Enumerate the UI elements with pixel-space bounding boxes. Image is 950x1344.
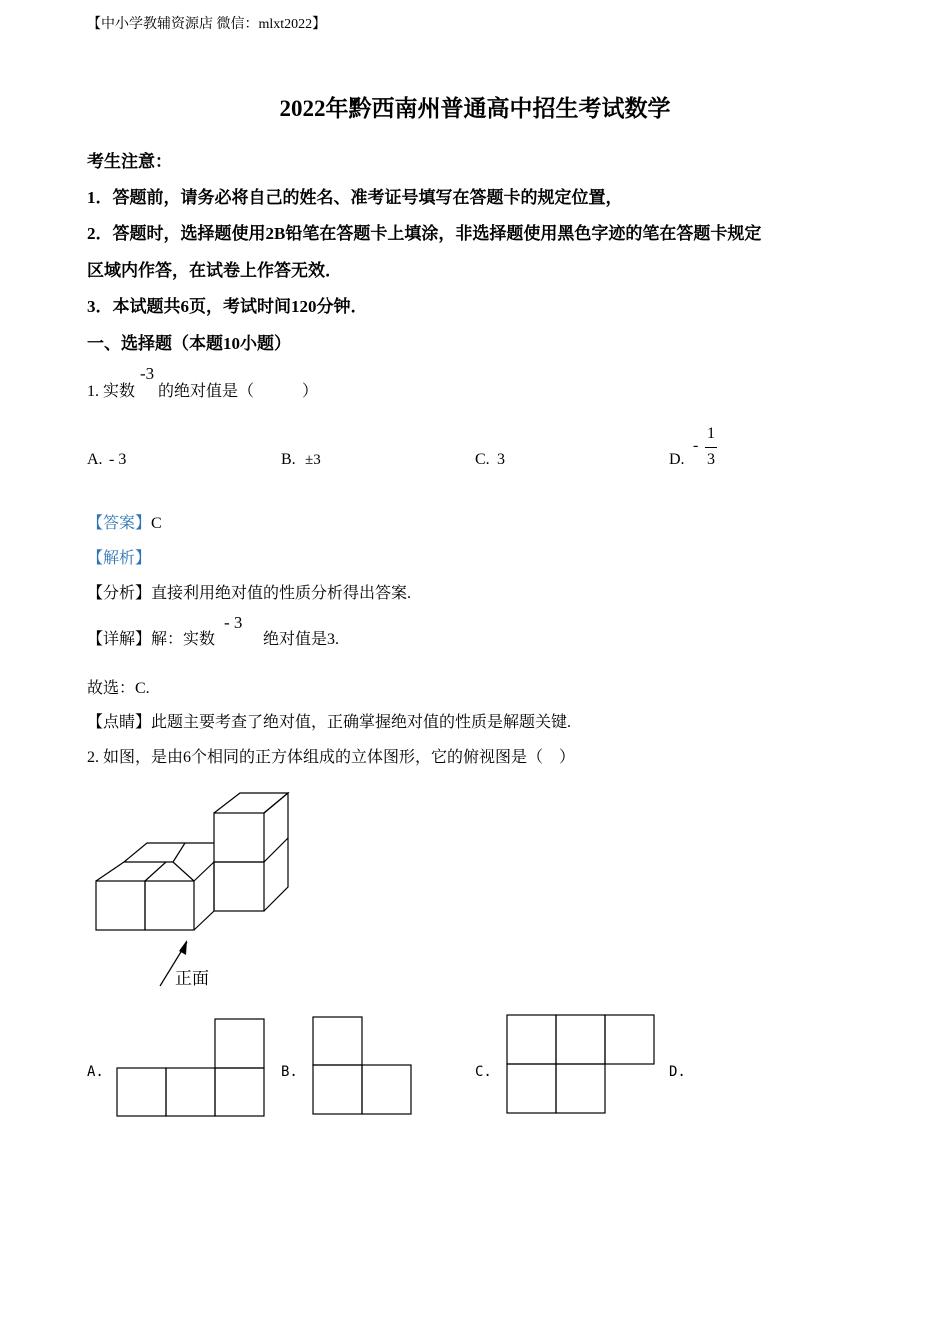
notice-item-2: 2．答题时，选择题使用2B铅笔在答题卡上填涂，非选择题使用黑色字迹的笔在答题卡规定: [87, 224, 762, 243]
front-label: 正面: [175, 969, 209, 989]
q1-option-c-value: 3: [497, 451, 505, 468]
q1-option-b-label: B.: [281, 451, 296, 468]
q1-option-b-value: ±3: [305, 452, 321, 468]
answer-tag: 【答案】: [87, 515, 152, 532]
q1-option-d-denominator: 3: [707, 451, 715, 468]
notice-item-2-cont: 区域内作答，在试卷上作答无效．: [87, 261, 342, 280]
section-heading: 一、选择题（本题10小题）: [87, 334, 291, 353]
dianjing: 【点睛】此题主要考查了绝对值，正确掌握绝对值的性质是解题关键.: [87, 714, 572, 731]
q1-option-a-value: - 3: [109, 451, 127, 468]
q2-option-c-label: C.: [475, 1064, 492, 1080]
q2-option-b-label: B.: [281, 1064, 298, 1080]
page-title: 2022年黔西南州普通高中招生考试数学: [279, 96, 671, 121]
q2-option-d-label: D.: [669, 1064, 686, 1080]
detail-suffix: 绝对值是3.: [263, 631, 340, 648]
notice-item-1: 1．答题前，请务必将自己的姓名、准考证号填写在答题卡的规定位置，: [87, 188, 623, 207]
option-c-figure: [507, 1015, 654, 1113]
q1-option-d-label: D.: [669, 451, 685, 468]
q1-option-d-sign: -: [693, 437, 699, 454]
q1-option-d-numerator: 1: [707, 425, 715, 442]
analysis-tag: 【解析】: [87, 550, 152, 567]
q1-prefix: 1. 实数: [87, 383, 136, 400]
q1-suffix: 的绝对值是（ ）: [158, 383, 319, 400]
q2-option-a-label: A.: [87, 1064, 104, 1080]
guxuan: 故选：C.: [87, 680, 150, 697]
answer-value: C: [151, 515, 162, 532]
option-a-figure: [117, 1019, 264, 1116]
q2-text: 2. 如图，是由6个相同的正方体组成的立体图形，它的俯视图是（ ）: [87, 749, 576, 766]
notice-item-3: 3．本试题共6页，考试时间120分钟．: [87, 297, 368, 316]
header-watermark: 【中小学教辅资源店 微信：mlxt2022】: [87, 17, 327, 32]
q1-number: -3: [140, 364, 155, 383]
q1-option-c-label: C.: [475, 451, 490, 468]
detail-number: - 3: [224, 613, 243, 632]
analysis-fenxi: 【分析】直接利用绝对值的性质分析得出答案.: [87, 585, 412, 602]
option-b-figure: [313, 1017, 411, 1114]
q1-option-a-label: A.: [87, 451, 103, 468]
detail-prefix: 【详解】解：实数: [87, 631, 216, 648]
notice-heading: 考生注意：: [87, 152, 172, 171]
